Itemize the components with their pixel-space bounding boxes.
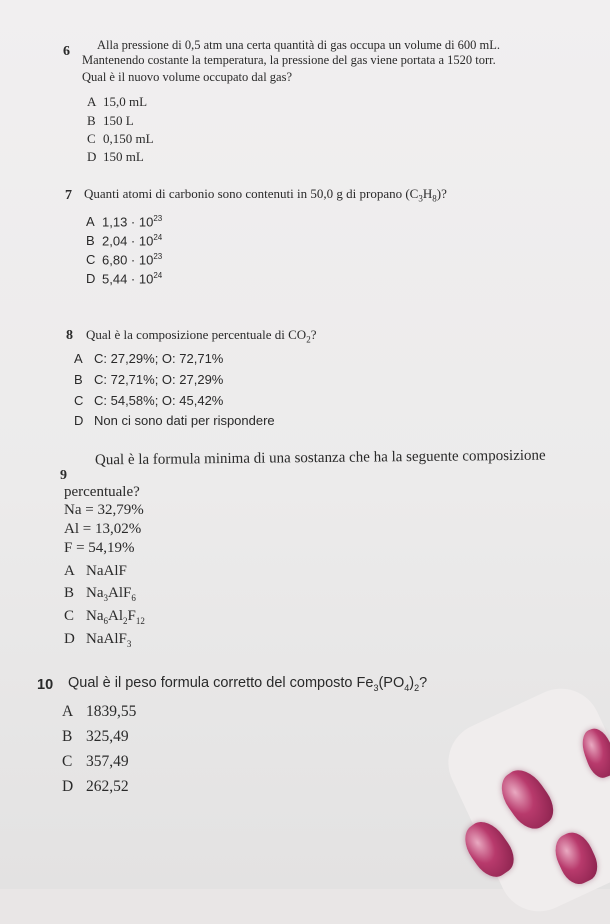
q9-line1: Qual è la formula minima di una sostanza che ha la seguente composizione	[94, 447, 546, 469]
q9-option-c[interactable]: C $Na_6Al_2F_{12}$	[64, 608, 145, 626]
q7-option-d[interactable]: D $5,44 \cdot 10^{24}$	[86, 271, 163, 287]
q10-option-d[interactable]: D 262,52	[62, 778, 129, 795]
q7-option-c[interactable]: C $6,80 \cdot 10^{23}$	[86, 252, 163, 268]
q9-option-a[interactable]: A NaAlF	[64, 563, 127, 579]
q6-option-d[interactable]: D 150 mL	[87, 149, 144, 164]
q10-option-a[interactable]: A 1839,55	[62, 703, 137, 720]
q8-option-c[interactable]: C C: 54,58%; O: 45,42%	[74, 393, 224, 408]
q8-number: 8	[66, 328, 73, 343]
q10-option-c[interactable]: C 357,49	[62, 753, 129, 770]
q8-option-a[interactable]: A C: 27,29%; O: 72,71%	[74, 351, 224, 366]
q8-question: Qual è la composizione percentuale di $CO_2$?	[86, 327, 317, 345]
q6-line1: Alla pressione di 0,5 atm una certa quantità di gas occupa un volume di 600 mL.	[97, 38, 501, 52]
q8-option-d[interactable]: D Non ci sono dati per rispondere	[74, 413, 275, 428]
q9-composition-na: Na = 32,79%	[64, 502, 144, 518]
q6-option-c[interactable]: C 0,150 mL	[87, 131, 154, 146]
q7-option-b[interactable]: B $2,04 \cdot 10^{24}$	[86, 233, 163, 249]
q10-option-b[interactable]: B 325,49	[62, 728, 129, 745]
q9-line2: percentuale?	[64, 484, 140, 500]
q9-composition-f: F = 54,19%	[64, 540, 135, 556]
q10-number: 10	[37, 677, 54, 693]
q9-option-d[interactable]: D NaAlF$_3$	[64, 631, 132, 649]
q6-line3: Qual è il nuovo volume occupato dal gas?	[82, 70, 293, 84]
q7-number: 7	[65, 188, 72, 203]
q10-question: Qual è il peso formula corretto del composto $Fe_3(PO_4)_2$?	[68, 675, 428, 693]
q9-composition-al: Al = 13,02%	[64, 521, 142, 537]
q7-question: Quanti atomi di carbonio sono contenuti in 50,0 g di propano $(C_3H_8)$?	[84, 186, 447, 204]
q8-option-b[interactable]: B C: 72,71%; O: 27,29%	[74, 372, 224, 387]
q7-option-a[interactable]: A $1,13 \cdot 10^{23}$	[86, 214, 163, 230]
q6-number: 6	[63, 44, 70, 59]
q6-option-b[interactable]: B 150 L	[87, 113, 134, 128]
q6-option-a[interactable]: A 15,0 mL	[87, 94, 148, 109]
q6-line2: Mantenendo costante la temperatura, la pressione del gas viene portata a 1520 torr.	[82, 53, 496, 67]
q9-number: 9	[60, 468, 67, 483]
q9-option-b[interactable]: B $Na_3AlF_6$	[64, 585, 136, 603]
